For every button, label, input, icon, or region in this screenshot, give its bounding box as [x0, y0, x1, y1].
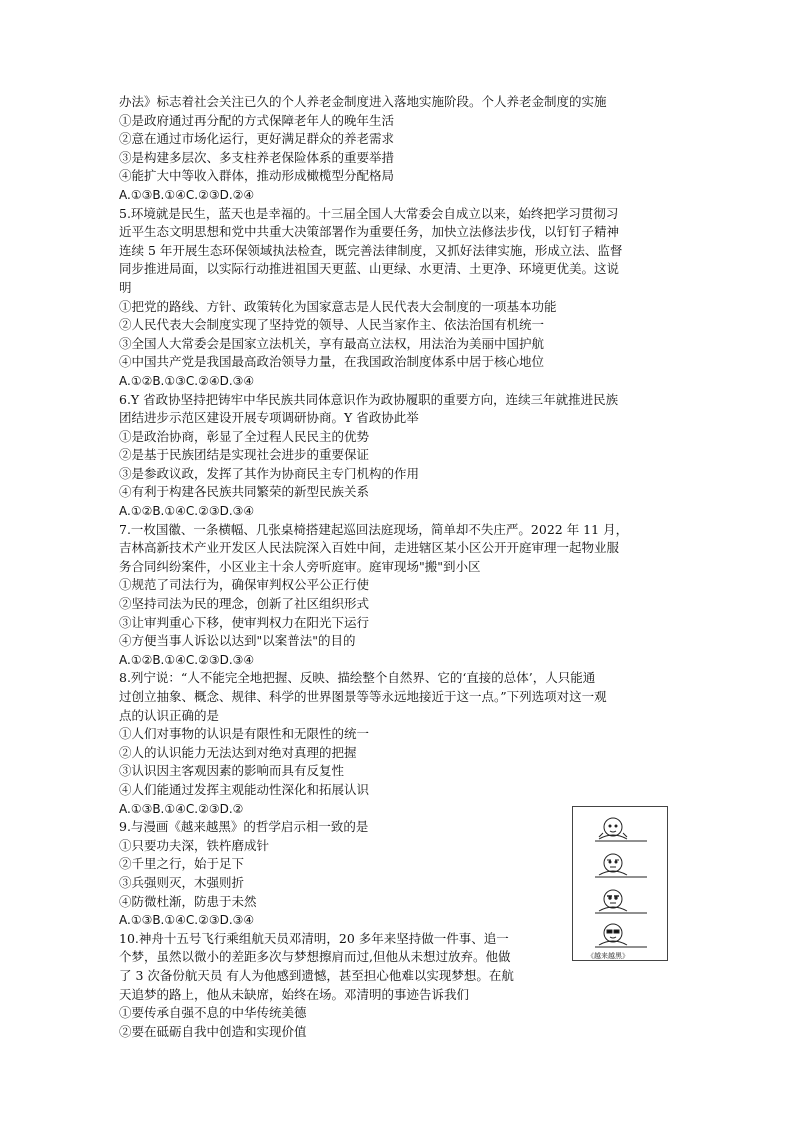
lines-line: ②坚持司法为民的理念，创新了社区组织形式 [119, 596, 370, 612]
lines-line: ④人们能通过发挥主观能动性深化和拓展认识 [119, 781, 370, 797]
lines-line: 务合同纠纷案件，小区业主十余人旁听庭审。庭审现场"搬"到小区 [119, 558, 481, 574]
lines-line: ①规范了司法行为，确保审判权公平公正行使 [119, 577, 370, 593]
lines-line: ③认识因主客观因素的影响而具有反复性 [119, 763, 345, 779]
lines-line: ②人的认识能力无法达到对绝对真理的把握 [119, 744, 357, 760]
q9_lines-line: 10.神舟十五号飞行乘组航天员邓清明，20 多年来坚持做一件事、追一 [119, 930, 509, 946]
question-9-10-block [119, 818, 549, 1041]
lines-line: ④能扩大中等收入群体，推动形成橄榄型分配格局 [119, 168, 395, 184]
lines-line: ③全国人大常委会是国家立法机关，享有最高立法权，用法治为美丽中国护航 [119, 335, 545, 351]
lines-line: 近平生态文明思想和党中共重大决策部署作为重要任务，加快立法修法步伐，以钉钉子精神 [119, 224, 620, 240]
lines-line: 吉林高新技术产业开发区人民法院深入百姓中间，走进辖区某小区公开开庭审理一起物业服 [119, 540, 620, 556]
lines-line: 过创立抽象、概念、规律、科学的世界图景等等永远地接近于这一点。”下列选项对这一观 [119, 689, 607, 704]
lines-line: ①是政治协商，彰显了全过程人民民主的优势 [119, 428, 370, 444]
q9_lines-line: 9.与漫画《越来越黑》的哲学启示相一致的是 [119, 819, 369, 835]
q9_lines-line: ①要传承自强不息的中华传统美德 [119, 1005, 307, 1021]
lines-line: ①是政府通过再分配的方式保障老年人的晚年生活 [119, 112, 395, 128]
lines-line: ④有利于构建各民族共同繁荣的新型民族关系 [119, 484, 370, 500]
lines-line: ④中国共产党是我国最高政治领导力量，在我国政治制度体系中居于核心地位 [119, 354, 545, 370]
q9_lines-line: 个梦，虽然以微小的差距多次与梦想擦肩而过,但他从未想过放弃。他做 [119, 949, 511, 965]
lines-line: ②人民代表大会制度实现了坚持党的领导、人民当家作主、依法治国有机统一 [119, 317, 545, 333]
q9_lines-line: ④防微杜渐，防患于未然 [119, 893, 257, 909]
q9_lines-line: ①只要功夫深，铁杵磨成针 [119, 837, 270, 853]
question-text-block [119, 93, 679, 818]
lines-line: ③是构建多层次、多支柱养老保险体系的重要举措 [119, 149, 395, 165]
cartoon-image [572, 806, 668, 961]
lines-line: ①人们对事物的认识是有限性和无限性的统一 [119, 726, 370, 742]
lines-line: 明 [119, 279, 132, 295]
lines-line: 5.环境就是民生，蓝天也是幸福的。十三届全国人大常委会自成立以来，始终把学习贯彻习 [119, 205, 619, 221]
lines-line: ②意在通过市场化运行，更好满足群众的养老需求 [119, 131, 395, 147]
lines-line: A.①②B.①④C.②③D.③④ [119, 652, 255, 667]
lines-line: 连续 5 年开展生态环保领域执法检查，既完善法律制度，又抓好法律实施，形成立法、监督 [119, 242, 623, 258]
lines-line: 6.Y 省政协坚持把铸牢中华民族共同体意识作为政协履职的重要方向，连续三年就推进民族 [119, 391, 619, 407]
lines-line: 办法》标志着社会关注已久的个人养老金制度进入落地实施阶段。个人养老金制度的实施 [119, 94, 607, 109]
q9_lines-line: ③兵强则灭，木强则折 [119, 874, 245, 890]
q9_lines-line: 了 3 次备份航天员 有人为他感到遗憾，甚至担心他难以实现梦想。在航 [119, 967, 514, 983]
q9_lines-line: 天追梦的路上，他从未缺席，始终在场。邓清明的事迹告诉我们 [119, 986, 470, 1002]
lines-line: ④方便当事人诉讼以达到"以案普法"的目的 [119, 633, 356, 649]
lines-line: A.①③B.①④C.②③D.②④ [119, 187, 255, 202]
lines-line: ③让审判重心下移，使审判权力在阳光下运行 [119, 614, 370, 630]
q9_lines-line: ②千里之行，始于足下 [119, 856, 245, 872]
lines-line: A.①③B.①④C.②③D.② [119, 801, 244, 816]
q9_lines-line: A.①③B.①④C.②③D.③④ [119, 913, 255, 928]
cartoon-caption: 《越来越黑》 [587, 952, 629, 960]
lines-line: A.①②B.①④C.②③D.③④ [119, 504, 255, 519]
lines-line: 7.一枚国徽、一条横幅、几张桌椅搭建起巡回法庭现场，简单却不失庄严。2022 年 11 月， [119, 521, 629, 537]
lines-line: 8.列宁说：“人不能完全地把握、反映、描绘整个自然界、它的‘直接的总体’，人只能通 [119, 670, 596, 686]
cartoon-four-faces-icon [573, 807, 667, 960]
lines-line: A.①②B.①③C.②④D.③④ [119, 373, 255, 388]
q9_lines-line: ②要在砥砺自我中创造和实现价值 [119, 1023, 307, 1039]
lines-line: 同步推进局面，以实际行动推进祖国天更蓝、山更绿、水更清、土更净、环境更优美。这说 [119, 261, 620, 277]
lines-line: ①把党的路线、方针、政策转化为国家意志是人民代表大会制度的一项基本功能 [119, 298, 557, 314]
lines-line: ③是参政议政，发挥了其作为协商民主专门机构的作用 [119, 465, 420, 481]
lines-line: ②是基于民族团结是实现社会进步的重要保证 [119, 447, 370, 463]
lines-line: 团结进步示范区建设开展专项调研协商。Y 省政协此举 [119, 410, 419, 426]
lines-line: 点的认识正确的是 [119, 707, 220, 723]
